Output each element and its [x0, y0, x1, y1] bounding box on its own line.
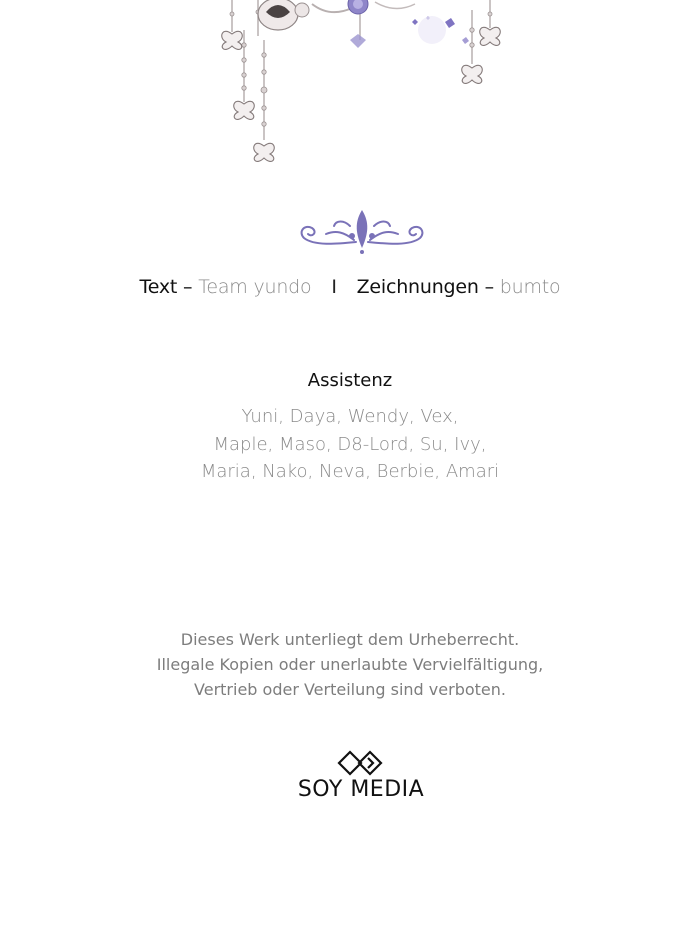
assistance-line: Maria, Nako, Neva, Berbie, Amari — [200, 461, 500, 482]
art-author: bumto — [499, 276, 561, 298]
assistance-line: Yuni, Daya, Wendy, Vex, — [241, 406, 459, 427]
chandelier-ornament — [200, 0, 520, 175]
notice-line: Illegale Kopien oder unerlaubte Vervielfältigung, — [156, 655, 544, 674]
credits-line — [0, 276, 700, 298]
assistance-title: Assistenz — [307, 370, 393, 391]
soy-media-logo-icon — [337, 749, 385, 777]
art-role-label: Zeichnungen — [356, 276, 479, 298]
soy-media-logo-text: SOY MEDIA — [297, 777, 425, 802]
assistance-list — [0, 403, 700, 486]
text-dash: – — [183, 276, 193, 298]
copyright-notice — [0, 627, 700, 702]
assistance-line: Maple, Maso, D8-Lord, Su, Ivy, — [213, 433, 487, 455]
art-dash: – — [484, 276, 494, 298]
text-role-label: Text — [139, 276, 178, 298]
notice-line: Dieses Werk unterliegt dem Urheberrecht. — [180, 630, 520, 649]
flourish-divider-icon — [296, 206, 428, 254]
notice-line: Vertrieb oder Verteilung sind verboten. — [194, 680, 506, 699]
text-author: Team yundo — [198, 276, 312, 298]
credits-separator: I — [331, 276, 337, 298]
